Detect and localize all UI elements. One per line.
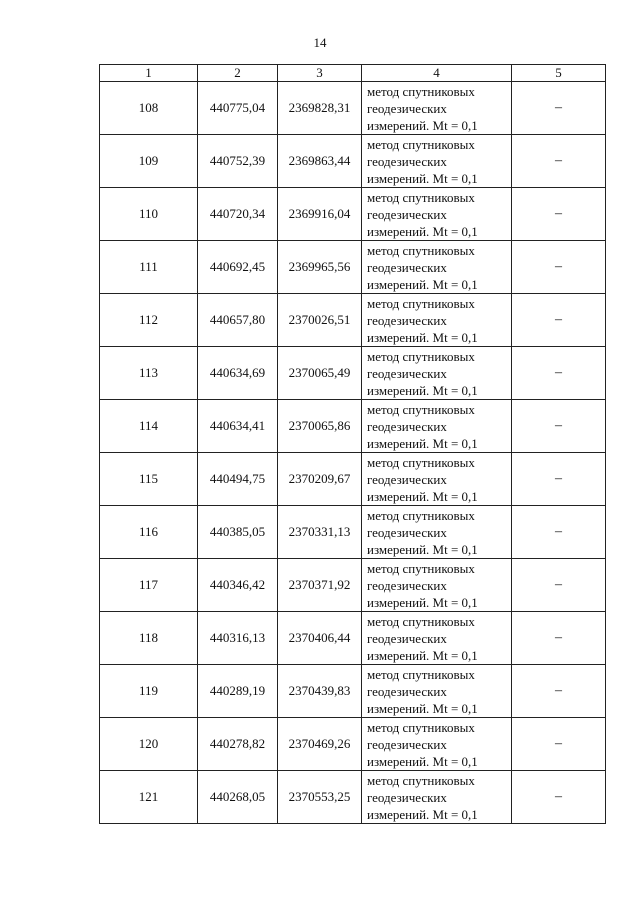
method-line-1: метод спутниковых [367, 295, 475, 311]
coord-y: 2369965,56 [278, 241, 362, 294]
method-line-2: геодезических [367, 577, 447, 593]
method-line-2: геодезических [367, 471, 447, 487]
coord-x: 440657,80 [198, 294, 278, 347]
coord-x: 440494,75 [198, 453, 278, 506]
table-row [100, 135, 606, 188]
coord-y: 2369828,31 [278, 82, 362, 135]
method-description [362, 718, 512, 771]
note-cell: – [512, 665, 606, 718]
method-description [362, 771, 512, 824]
method-line-3: измерений. Mt = 0,1 [367, 594, 478, 610]
note-cell: – [512, 294, 606, 347]
method-line-3: измерений. Mt = 0,1 [367, 647, 478, 663]
table-row [100, 241, 606, 294]
table-row [100, 718, 606, 771]
coord-x: 440720,34 [198, 188, 278, 241]
table-row [100, 400, 606, 453]
coord-x: 440752,39 [198, 135, 278, 188]
method-line-2: геодезических [367, 100, 447, 116]
note-cell: – [512, 188, 606, 241]
note-cell: – [512, 506, 606, 559]
method-line-1: метод спутниковых [367, 348, 475, 364]
method-line-1: метод спутниковых [367, 83, 475, 99]
note-cell: – [512, 241, 606, 294]
coord-y: 2370439,83 [278, 665, 362, 718]
method-description [362, 188, 512, 241]
table-row [100, 188, 606, 241]
method-description [362, 294, 512, 347]
note-cell: – [512, 82, 606, 135]
method-line-1: метод спутниковых [367, 454, 475, 470]
coord-y: 2369916,04 [278, 188, 362, 241]
coord-y: 2370406,44 [278, 612, 362, 665]
method-line-2: геодезических [367, 259, 447, 275]
coord-y: 2370026,51 [278, 294, 362, 347]
method-line-1: метод спутниковых [367, 719, 475, 735]
note-cell: – [512, 718, 606, 771]
method-line-2: геодезических [367, 524, 447, 540]
method-line-1: метод спутниковых [367, 666, 475, 682]
method-description [362, 135, 512, 188]
method-line-3: измерений. Mt = 0,1 [367, 435, 478, 451]
method-description [362, 241, 512, 294]
coord-y: 2370065,86 [278, 400, 362, 453]
method-line-3: измерений. Mt = 0,1 [367, 382, 478, 398]
point-number: 111 [100, 241, 198, 294]
page-number: 14 [313, 35, 327, 50]
point-number: 121 [100, 771, 198, 824]
method-line-3: измерений. Mt = 0,1 [367, 541, 478, 557]
coord-y: 2370209,67 [278, 453, 362, 506]
method-line-2: геодезических [367, 683, 447, 699]
table-row [100, 294, 606, 347]
note-cell: – [512, 347, 606, 400]
coord-x: 440634,41 [198, 400, 278, 453]
method-line-1: метод спутниковых [367, 242, 475, 258]
table-body [100, 82, 606, 824]
header-row [100, 65, 606, 82]
method-description [362, 612, 512, 665]
coord-x: 440289,19 [198, 665, 278, 718]
method-line-2: геодезических [367, 789, 447, 805]
method-line-2: геодезических [367, 365, 447, 381]
method-line-1: метод спутниковых [367, 136, 475, 152]
method-description [362, 506, 512, 559]
note-cell: – [512, 771, 606, 824]
table-row [100, 453, 606, 506]
header-col-5: 5 [512, 65, 606, 82]
point-number: 110 [100, 188, 198, 241]
header-col-2: 2 [198, 65, 278, 82]
note-cell: – [512, 453, 606, 506]
table-row [100, 347, 606, 400]
method-description [362, 400, 512, 453]
point-number: 120 [100, 718, 198, 771]
table-row [100, 665, 606, 718]
method-line-3: измерений. Mt = 0,1 [367, 753, 478, 769]
table-header [100, 65, 606, 82]
method-line-2: геодезических [367, 206, 447, 222]
point-number: 109 [100, 135, 198, 188]
table-row [100, 771, 606, 824]
table-row [100, 559, 606, 612]
coord-x: 440385,05 [198, 506, 278, 559]
method-line-2: геодезических [367, 312, 447, 328]
point-number: 115 [100, 453, 198, 506]
method-line-2: геодезических [367, 630, 447, 646]
method-line-1: метод спутниковых [367, 401, 475, 417]
coord-y: 2370553,25 [278, 771, 362, 824]
method-line-1: метод спутниковых [367, 507, 475, 523]
coord-y: 2370331,13 [278, 506, 362, 559]
coord-x: 440268,05 [198, 771, 278, 824]
method-line-3: измерений. Mt = 0,1 [367, 223, 478, 239]
coordinates-table [99, 64, 606, 824]
method-line-3: измерений. Mt = 0,1 [367, 170, 478, 186]
point-number: 118 [100, 612, 198, 665]
coord-x: 440346,42 [198, 559, 278, 612]
method-line-2: геодезических [367, 153, 447, 169]
table-row [100, 506, 606, 559]
method-line-3: измерений. Mt = 0,1 [367, 488, 478, 504]
coord-x: 440278,82 [198, 718, 278, 771]
coord-x: 440634,69 [198, 347, 278, 400]
note-cell: – [512, 559, 606, 612]
coord-y: 2370469,26 [278, 718, 362, 771]
method-line-1: метод спутниковых [367, 189, 475, 205]
point-number: 119 [100, 665, 198, 718]
method-description [362, 665, 512, 718]
header-col-4: 4 [362, 65, 512, 82]
point-number: 114 [100, 400, 198, 453]
coord-x: 440692,45 [198, 241, 278, 294]
method-line-1: метод спутниковых [367, 772, 475, 788]
table-row [100, 82, 606, 135]
method-line-1: метод спутниковых [367, 613, 475, 629]
method-line-3: измерений. Mt = 0,1 [367, 700, 478, 716]
method-description [362, 347, 512, 400]
note-cell: – [512, 135, 606, 188]
coord-y: 2370065,49 [278, 347, 362, 400]
method-line-3: измерений. Mt = 0,1 [367, 276, 478, 292]
method-line-2: геодезических [367, 418, 447, 434]
point-number: 108 [100, 82, 198, 135]
header-col-3: 3 [278, 65, 362, 82]
point-number: 112 [100, 294, 198, 347]
method-line-3: измерений. Mt = 0,1 [367, 329, 478, 345]
note-cell: – [512, 400, 606, 453]
method-description [362, 453, 512, 506]
method-line-1: метод спутниковых [367, 560, 475, 576]
method-line-3: измерений. Mt = 0,1 [367, 806, 478, 822]
point-number: 117 [100, 559, 198, 612]
method-description [362, 82, 512, 135]
coord-y: 2369863,44 [278, 135, 362, 188]
header-col-1: 1 [100, 65, 198, 82]
coord-x: 440775,04 [198, 82, 278, 135]
point-number: 113 [100, 347, 198, 400]
table-row [100, 612, 606, 665]
method-line-3: измерений. Mt = 0,1 [367, 117, 478, 133]
method-line-2: геодезических [367, 736, 447, 752]
method-description [362, 559, 512, 612]
note-cell: – [512, 612, 606, 665]
coord-x: 440316,13 [198, 612, 278, 665]
coord-y: 2370371,92 [278, 559, 362, 612]
point-number: 116 [100, 506, 198, 559]
